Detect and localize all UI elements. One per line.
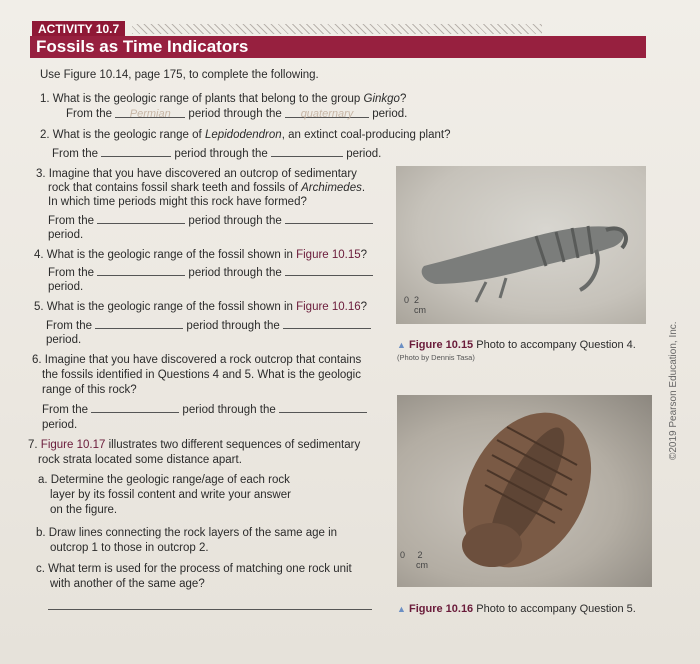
question-7c-line-1: c. What term is used for the process of matching one rock unit <box>36 563 352 575</box>
question-5: 5. What is the geologic range of the fossil shown in Figure 10.16? <box>34 301 368 313</box>
question-7-line-2: rock strata located some distance apart. <box>38 454 242 466</box>
eurypterid-fossil-image <box>396 166 646 324</box>
figure-10-16-photo <box>397 395 652 587</box>
question-7a-line-1: a. Determine the geologic range/age of each rock <box>38 474 290 486</box>
answer-5-through-field[interactable] <box>283 318 371 329</box>
answer-5-period: period. <box>46 334 82 346</box>
question-7a-line-2: layer by its fossil content and write your answer <box>50 489 291 501</box>
answer-2-from-field[interactable] <box>101 146 171 157</box>
question-7b-line-1: b. Draw lines connecting the rock layers of the same age in <box>36 527 338 539</box>
answer-4-from-field[interactable] <box>97 265 185 276</box>
copyright-notice: ©2019 Pearson Education, Inc. <box>668 321 679 460</box>
answer-2-through-field[interactable] <box>271 146 343 157</box>
question-6-line-3: range of this rock? <box>42 384 137 396</box>
answer-3-from-field[interactable] <box>97 213 185 224</box>
figure-10-16-scale: 0 2 cm <box>400 550 428 570</box>
answer-2: From the period through the period. <box>52 148 382 160</box>
figure-10-15-credit: (Photo by Dennis Tasa) <box>397 353 475 362</box>
answer-4: From the period through the <box>48 265 373 281</box>
question-7b-line-2: outcrop 1 to those in outcrop 2. <box>50 542 209 554</box>
figure-10-17-link[interactable]: Figure 10.17 <box>40 439 106 451</box>
answer-3-through-field[interactable] <box>285 213 373 224</box>
intro-text: Use Figure 10.14, page 175, to complete the following. <box>40 69 319 81</box>
answer-1: From the Permian period through the quaternary period. <box>66 108 408 120</box>
question-7c-line-2: with another of the same age? <box>50 578 205 590</box>
question-6-line-2: the fossils identified in Questions 4 and 5. What is the geologic <box>42 369 361 381</box>
question-3-line-3: In which time periods might this rock have formed? <box>48 196 307 208</box>
figure-10-16-caption: ▲ Figure 10.16 Photo to accompany Question 5. <box>397 603 636 615</box>
answer-1-from-field[interactable]: Permian <box>115 107 185 118</box>
figure-10-15-scale: 0 2 cm <box>404 295 426 315</box>
question-3-line-2: rock that contains fossil shark teeth and fossils of Archimedes. <box>48 182 366 194</box>
answer-1-through-field[interactable]: quaternary <box>285 107 369 118</box>
page-title: Fossils as Time Indicators <box>30 36 646 58</box>
question-1: 1. What is the geologic range of plants that belong to the group Ginkgo? <box>40 93 407 105</box>
question-7a-line-3: on the figure. <box>50 504 118 516</box>
caption-triangle-icon: ▲ <box>397 340 406 350</box>
question-2: 2. What is the geologic range of Lepidodendron, an extinct coal-producing plant? <box>40 129 451 141</box>
answer-7c-field[interactable] <box>48 609 372 610</box>
answer-5-from-field[interactable] <box>95 318 183 329</box>
figure-10-15-link[interactable]: Figure 10.15 <box>296 249 361 261</box>
trilobite-fossil-image <box>397 395 652 587</box>
figure-10-15-photo <box>396 166 646 324</box>
question-7-line-1: 7. Figure 10.17 illustrates two different sequences of sedimentary <box>28 439 361 451</box>
header-stripe <box>132 24 542 34</box>
answer-5: From the period through the <box>46 318 371 334</box>
figure-10-15-caption: ▲ Figure 10.15 Photo to accompany Question 4. <box>397 339 636 351</box>
question-6-line-1: 6. Imagine that you have discovered a rock outcrop that contains <box>32 354 362 366</box>
answer-6-period: period. <box>42 419 78 431</box>
activity-tag: ACTIVITY 10.7 <box>32 21 125 37</box>
answer-4-through-field[interactable] <box>285 265 373 276</box>
answer-6-from-field[interactable] <box>91 402 179 413</box>
figure-10-16-link[interactable]: Figure 10.16 <box>296 301 361 313</box>
answer-6: From the period through the <box>42 402 367 418</box>
answer-6-through-field[interactable] <box>279 402 367 413</box>
question-3-line-1: 3. Imagine that you have discovered an outcrop of sedimentary <box>36 168 357 180</box>
answer-3-period: period. <box>48 229 84 241</box>
question-4: 4. What is the geologic range of the fossil shown in Figure 10.15? <box>34 249 368 261</box>
answer-4-period: period. <box>48 281 84 293</box>
caption-triangle-icon: ▲ <box>397 604 406 614</box>
answer-3: From the period through the <box>48 213 373 229</box>
